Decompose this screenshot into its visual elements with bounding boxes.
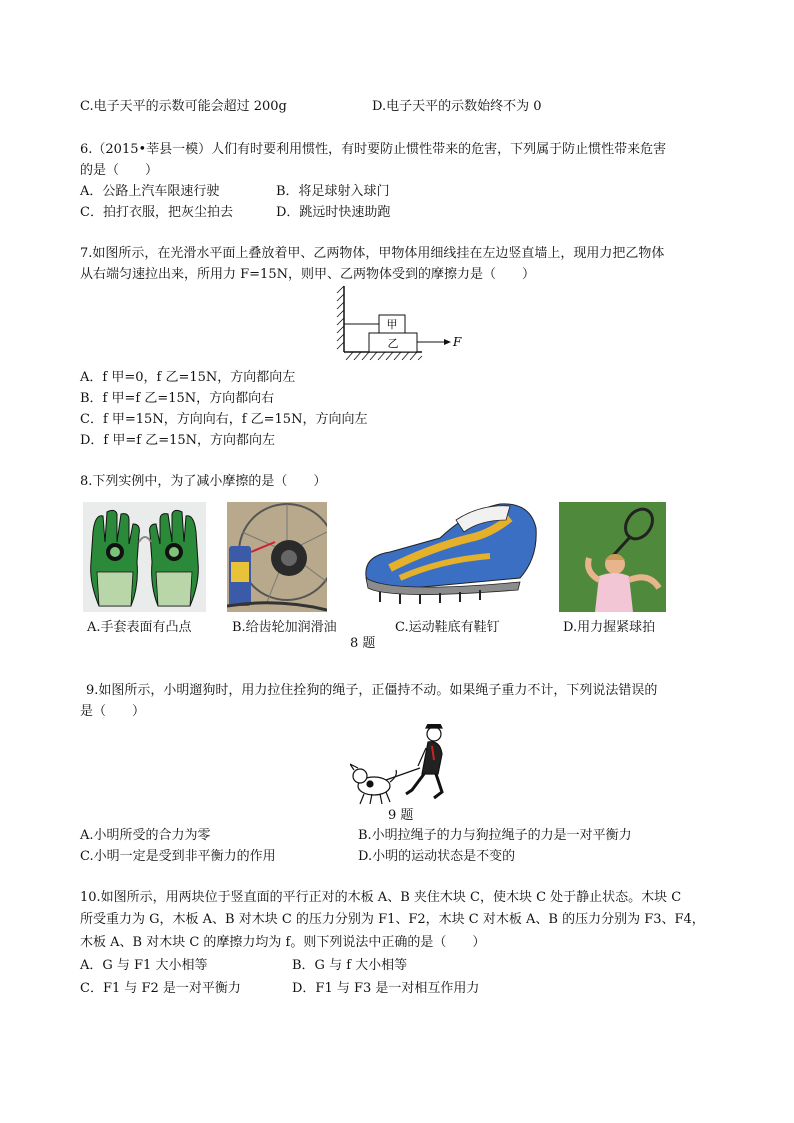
- racket: [620, 504, 658, 544]
- gloves-image: [83, 502, 206, 612]
- wall-hatching: [337, 286, 344, 349]
- q6-option-b: B．将足球射入球门: [276, 184, 390, 199]
- q9-option-d: D.小明的运动状态是不变的: [358, 849, 516, 864]
- q10-stem-line1: 10.如图所示，用两块位于竖直面的平行正对的木板 A、B 夹住木块 C，使木块 C 处于静止状态。木块 C: [80, 890, 682, 905]
- q9-option-b: B.小明拉绳子的力与狗拉绳子的力是一对平衡力: [358, 828, 632, 843]
- q10-stem-line2: 所受重力为 G，木板 A、B 对木块 C 的压力分别为 F1、F2，木块 C 对木板 A、B 的压力分别为 F3、F4，: [80, 912, 705, 927]
- q9-stem-line2: 是（ ）: [80, 704, 146, 719]
- q9-option-a: A.小明所受的合力为零: [80, 828, 211, 843]
- q7-option-b: B．f 甲=f 乙=15N，方向都向右: [80, 391, 275, 406]
- left-glove: [91, 510, 140, 606]
- q7-option-c: C．f 甲=15N，方向向右，f 乙=15N，方向向左: [80, 412, 368, 427]
- q7-stem-line1: 7.如图所示，在光滑水平面上叠放着甲、乙两物体，甲物体用细线挂在左边竖直墙上，现用力把乙物体: [80, 246, 665, 261]
- right-glove: [150, 510, 199, 606]
- q8-caption-d: D.用力握紧球拍: [563, 620, 656, 635]
- force-label: F: [453, 335, 462, 349]
- q9-stem-line1: 9.如图所示，小明遛狗时，用力拉住拴狗的绳子，正僵持不动。如果绳子重力不计，下列说法错误的: [86, 683, 658, 698]
- q6-option-d: D．跳远时快速助跑: [276, 205, 391, 220]
- upper-block-label: 甲: [386, 318, 398, 331]
- q10-option-c: C．F1 与 F2 是一对平衡力: [80, 981, 241, 996]
- q8-caption-b: B.给齿轮加润滑油: [232, 620, 337, 635]
- q8-caption-a: A.手套表面有凸点: [87, 620, 192, 635]
- q6-option-c: C．拍打衣服，把灰尘拍去: [80, 205, 233, 220]
- q7-figure-blocks: [334, 284, 462, 364]
- q10-stem-line3: 木板 A、B 对木块 C 的摩擦力均为 f。则下列说法中正确的是（ ）: [80, 935, 486, 950]
- dog: [350, 764, 396, 804]
- player-shirt: [595, 573, 633, 612]
- q5-option-d: D.电子天平的示数始终不为 0: [372, 99, 542, 114]
- q6-stem-line2: 的是（ ）: [80, 163, 159, 178]
- man: [406, 724, 442, 798]
- force-arrowhead: [444, 339, 451, 345]
- q10-option-b: B．G 与 f 大小相等: [292, 958, 408, 973]
- q5-option-c: C.电子天平的示数可能会超过 200g: [80, 99, 287, 114]
- q9-figure-label: 9 题: [388, 808, 414, 823]
- q9-option-c: C.小明一定是受到非平衡力的作用: [80, 849, 276, 864]
- q10-option-a: A．G 与 F1 大小相等: [80, 958, 208, 973]
- q8-caption-c: C.运动鞋底有鞋钉: [395, 620, 500, 635]
- lower-block-label: 乙: [387, 337, 399, 350]
- gear-oil-image: [227, 502, 327, 612]
- q10-option-d: D．F1 与 F3 是一对相互作用力: [292, 981, 480, 996]
- q6-option-a: A．公路上汽车限速行驶: [80, 184, 220, 199]
- q7-stem-line2: 从右端匀速拉出来，所用力 F=15N，则甲、乙两物体受到的摩擦力是（ ）: [80, 267, 535, 282]
- q6-stem-line1: 6.（2015•莘县一模）人们有时要利用惯性，有时要防止惯性带来的危害，下列属于防止惯性带来危害: [80, 142, 667, 157]
- q7-option-a: A．f 甲=0，f 乙=15N，方向都向左: [80, 370, 296, 385]
- leash: [386, 768, 420, 780]
- tennis-player-image: [559, 502, 666, 612]
- floor-hatching: [346, 352, 422, 360]
- q7-option-d: D．f 甲=f 乙=15N，方向都向左: [80, 433, 276, 448]
- q9-figure-dog-walking: [350, 724, 454, 806]
- q8-stem: 8.下列实例中，为了减小摩擦的是（ ）: [80, 474, 327, 489]
- q8-figure-label: 8 题: [350, 636, 376, 651]
- spike-shoe-image: [360, 498, 540, 608]
